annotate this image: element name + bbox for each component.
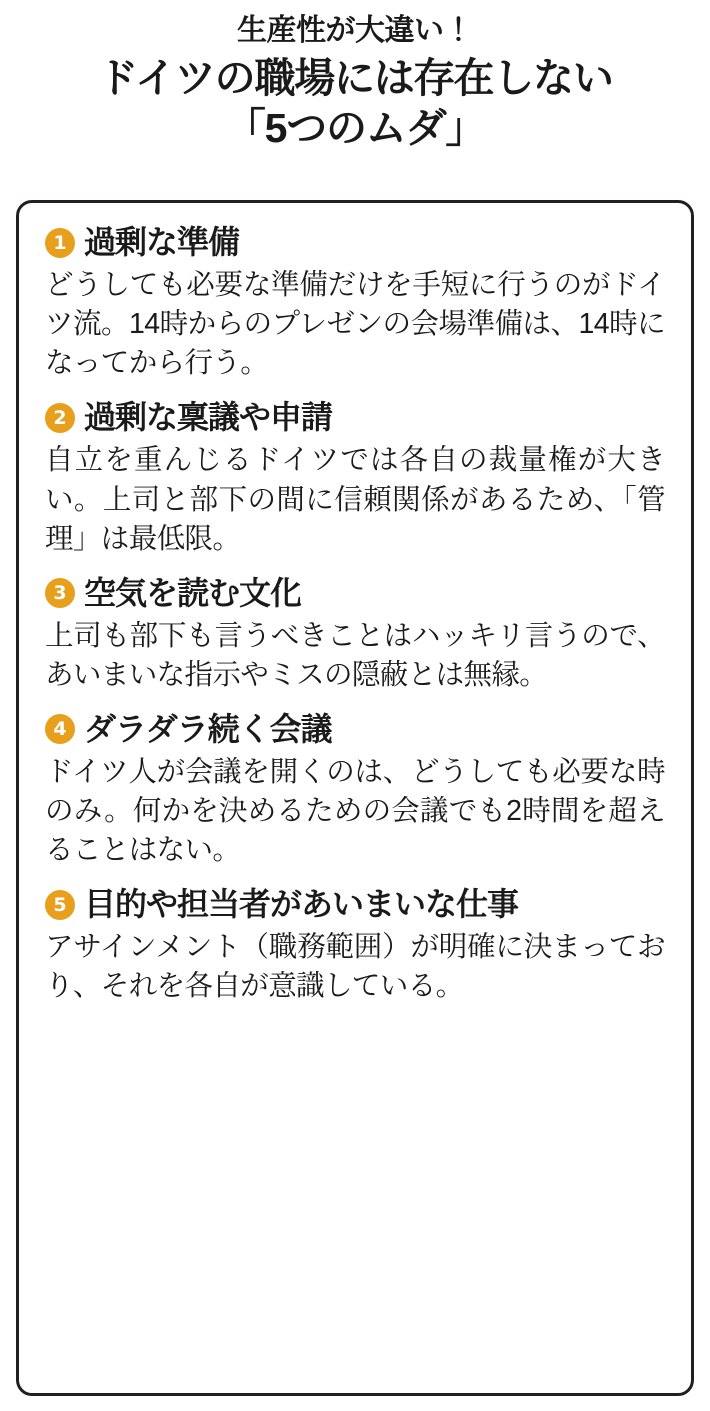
number-badge-icon: 2 (45, 403, 75, 433)
list-item (45, 576, 665, 695)
list-item-title: 過剰な準備 (84, 224, 240, 260)
list-item-title: 空気を読む文化 (84, 574, 302, 611)
list-item-header (45, 712, 665, 747)
list-card (16, 200, 694, 1396)
list-item-body: どうしても必要な準備だけを手短に行うのがドイツ流。14時からのプレゼンの会場準備は、14時になってから行う。 (45, 269, 665, 380)
list-item-body: ドイツ人が会議を開くのは、どうしても必要な時のみ。何かを決めるための会議でも2時間を超えることはない。 (45, 756, 665, 867)
page-title-line2: 「5つのムダ」 (224, 104, 486, 151)
list-item (45, 225, 665, 383)
list-item-header (45, 887, 665, 922)
list-item-header (45, 400, 665, 435)
number-badge-icon: 3 (45, 578, 75, 608)
list-item-body: アサインメント（職務範囲）が明確に決まっており、それを各自が意識している。 (45, 931, 665, 1003)
list-item (45, 400, 665, 558)
title-block (0, 0, 710, 153)
number-badge-icon: 4 (45, 714, 75, 744)
page-title-line1: ドイツの職場には存在しない (97, 54, 613, 101)
list-item (45, 712, 665, 870)
title-kicker: 生産性が大違い！ (237, 14, 473, 47)
number-badge-icon: 1 (45, 228, 75, 258)
list-item-header (45, 225, 665, 260)
list-item-body: 上司も部下も言うべきことはハッキリ言うので、あいまいな指示やミスの隠蔽とは無縁。 (45, 619, 665, 691)
list-item-body: 自立を重んじるドイツでは各自の裁量権が大きい。上司と部下の間に信頼関係があるため、「管理」は最低限。 (45, 444, 665, 555)
list-item-header (45, 576, 665, 611)
list-item-title: 目的や担当者があいまいな仕事 (84, 886, 519, 923)
page-title (18, 53, 692, 153)
list-item-title: 過剰な稟議や申請 (84, 399, 333, 436)
number-badge-icon: 5 (45, 890, 75, 920)
list-item-title: ダラダラ続く会議 (84, 710, 332, 747)
list-item (45, 887, 665, 1006)
